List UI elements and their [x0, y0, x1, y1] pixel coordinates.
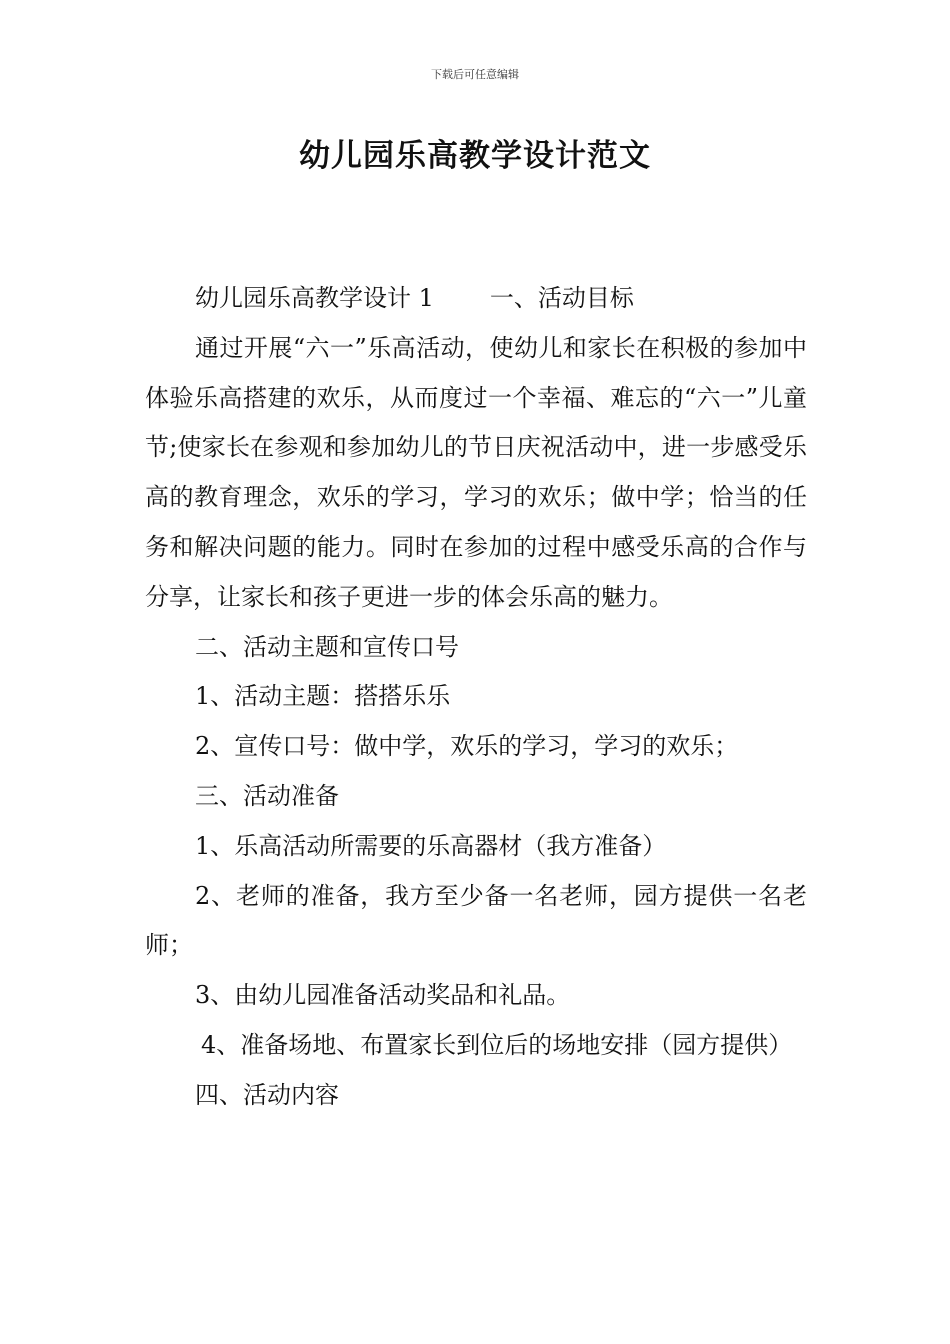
page-header-note: 下载后可任意编辑 [431, 68, 519, 81]
list-item-teachers: 2、老师的准备，我方至少备一名老师，园方提供一名老师； [145, 881, 807, 960]
paragraph-goals-body: 通过开展“六一”乐高活动，使幼儿和家长在积极的参加中体验乐高搭建的欢乐，从而度过一个幸福、难忘的“六一”儿童节;使家长在参观和参加幼儿的节日庆祝活动中，进一步感受乐高的教育理念，欢乐的学习，学习的欢乐；做中学；恰当的任务和解决问题的能力。同时在参加的过程中感受乐高的合作与分享，让家长和孩子更进一步的体会乐高的魅力。 [145, 333, 807, 611]
section-heading-preparation: 三、活动准备 [195, 781, 339, 810]
design-number-label: 幼儿园乐高教学设计 1 [195, 284, 434, 312]
list-item-venue: 4、准备场地、布置家长到位后的场地安排（园方提供） [201, 1030, 793, 1059]
document-title: 幼儿园乐高教学设计范文 [299, 138, 651, 174]
list-item-prizes: 3、由幼儿园准备活动奖品和礼品。 [195, 981, 571, 1010]
list-item-theme: 1、活动主题：搭搭乐乐 [195, 682, 451, 711]
list-item-equipment: 1、乐高活动所需要的乐高器材（我方准备） [195, 831, 667, 860]
list-item-slogan: 2、宣传口号：做中学，欢乐的学习，学习的欢乐； [195, 732, 739, 761]
section-heading-goals: 一、活动目标 [489, 284, 634, 312]
section-heading-content: 四、活动内容 [195, 1080, 339, 1109]
section-heading-theme: 二、活动主题和宣传口号 [195, 632, 459, 661]
document-body [145, 274, 807, 1121]
paragraph-section-heading-line [145, 274, 807, 324]
